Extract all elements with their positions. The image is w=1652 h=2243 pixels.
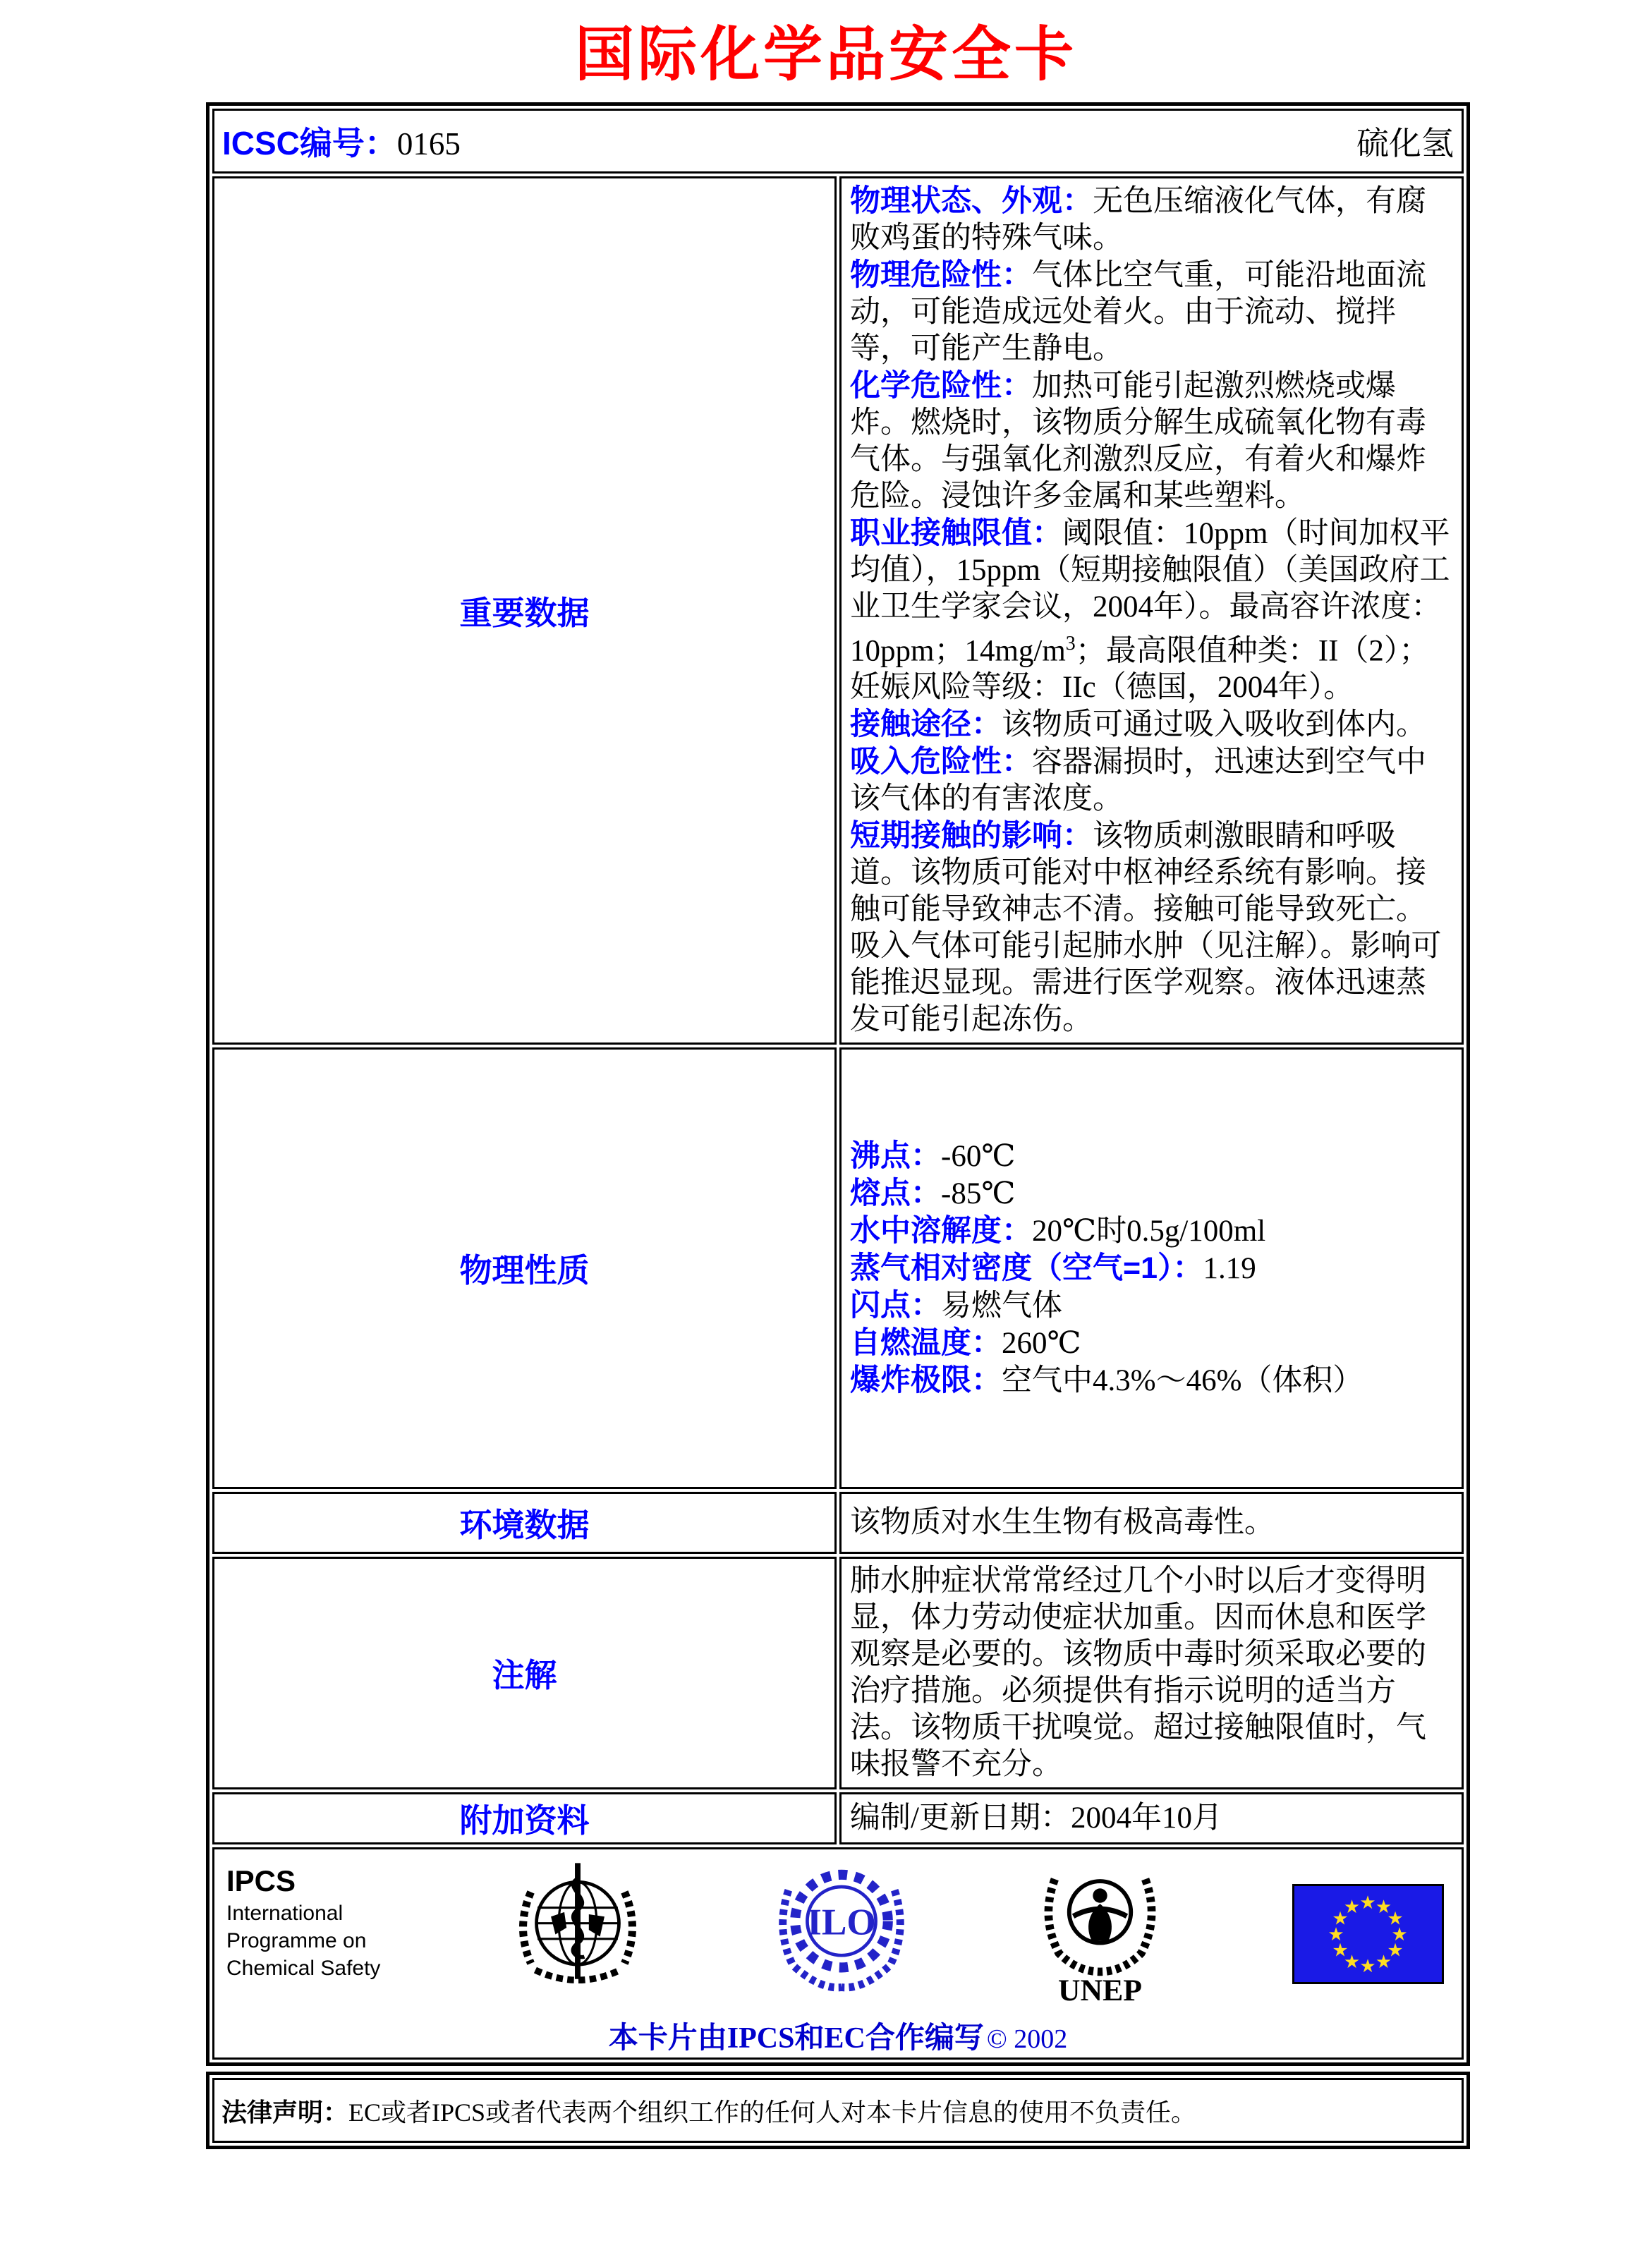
copyright-text: © 2002 bbox=[986, 2024, 1068, 2055]
svg-text:★: ★ bbox=[1375, 1952, 1392, 1974]
svg-text:★: ★ bbox=[1387, 1908, 1404, 1930]
legal-label: 法律声明： bbox=[221, 2097, 349, 2127]
svg-text:★: ★ bbox=[1387, 1940, 1404, 1962]
icsc-number-value: 0165 bbox=[396, 126, 461, 162]
svg-text:★: ★ bbox=[1359, 1892, 1376, 1914]
field-exposure-routes bbox=[850, 706, 1453, 743]
prop-value: 260℃ bbox=[1002, 1326, 1081, 1360]
chemical-name: 硫化氢 bbox=[1356, 126, 1454, 162]
svg-text:★: ★ bbox=[1343, 1952, 1361, 1974]
field-text-after: ；最高限值种类：II（2）；妊娠风险等级：IIc（德国，2004年）。 bbox=[850, 634, 1430, 705]
prop-value: 20℃时0.5g/100ml bbox=[1032, 1214, 1266, 1248]
unep-logo-icon bbox=[1038, 1859, 1162, 2010]
prop-value: -85℃ bbox=[941, 1177, 1016, 1210]
field-physical-state bbox=[850, 183, 1453, 257]
field-text: 阈限值：10ppm（时间加权平均值），15ppm（短期接触限值）（美国政府工业卫生学家会议，2004年）。最高容许浓度：10ppm；14mg/m bbox=[850, 517, 1450, 668]
svg-text:★: ★ bbox=[1391, 1924, 1408, 1946]
prop-vapor-density bbox=[850, 1250, 1453, 1287]
svg-text:★: ★ bbox=[1332, 1908, 1349, 1930]
prop-melting-point bbox=[850, 1175, 1453, 1212]
prop-label: 蒸气相对密度（空气=1）： bbox=[850, 1251, 1203, 1285]
prop-label: 沸点： bbox=[850, 1138, 941, 1173]
field-short-term-effects bbox=[850, 817, 1453, 1038]
prop-value: 1.19 bbox=[1203, 1251, 1256, 1285]
section-label-important-data: 重要数据 bbox=[212, 176, 837, 1045]
ipcs-subtitle-line1: International bbox=[226, 1902, 344, 1926]
icsc-table bbox=[206, 102, 1470, 2066]
ilo-logo-icon bbox=[775, 1859, 908, 2000]
icsc-card bbox=[206, 102, 1470, 2149]
field-label: 短期接触的影响： bbox=[850, 819, 1093, 853]
field-text: 加热可能引起激烈燃烧或爆炸。燃烧时，该物质分解生成硫氧化物有毒气体。与强氧化剂激烈反应，有着火和爆炸危险。浸蚀许多金属和某些塑料。 bbox=[850, 370, 1426, 513]
prop-explosive-limits bbox=[850, 1362, 1453, 1399]
field-label: 职业接触限值： bbox=[850, 516, 1062, 550]
section-label-notes: 注解 bbox=[212, 1557, 837, 1789]
cooperation-text: 本卡片由IPCS和EC合作编写 bbox=[608, 2022, 984, 2055]
field-chemical-danger bbox=[850, 367, 1453, 515]
prop-autoignition-temp bbox=[850, 1325, 1453, 1362]
ipcs-text-block bbox=[226, 1859, 380, 1982]
svg-text:★: ★ bbox=[1332, 1940, 1349, 1962]
logos-row bbox=[212, 1847, 1464, 2060]
svg-text:★: ★ bbox=[1375, 1897, 1392, 1919]
section-label-physical-properties: 物理性质 bbox=[212, 1047, 837, 1489]
field-label: 物理危险性： bbox=[850, 258, 1032, 292]
field-physical-danger bbox=[850, 257, 1453, 367]
header-row bbox=[212, 109, 1464, 174]
superscript-3: 3 bbox=[1065, 633, 1076, 655]
section-label-additional-info: 附加资料 bbox=[212, 1792, 837, 1844]
icsc-number-label: ICSC编号： bbox=[222, 125, 397, 162]
field-label: 吸入危险性： bbox=[850, 745, 1032, 779]
additional-info-content: 编制/更新日期：2004年10月 bbox=[839, 1792, 1464, 1844]
field-label: 物理状态、外观： bbox=[850, 184, 1093, 218]
prop-value: -60℃ bbox=[941, 1139, 1016, 1173]
svg-text:★: ★ bbox=[1343, 1897, 1361, 1919]
prop-label: 爆炸极限： bbox=[850, 1363, 1002, 1397]
legal-table bbox=[206, 2072, 1470, 2149]
ipcs-title: IPCS bbox=[226, 1864, 296, 1898]
field-text: 气体比空气重，可能沿地面流动，可能造成远处着火。由于流动、搅拌等，可能产生静电。 bbox=[850, 259, 1426, 365]
prop-value: 空气中4.3%～46%（体积） bbox=[1002, 1363, 1363, 1397]
svg-text:★: ★ bbox=[1359, 1956, 1376, 1978]
physical-properties-content bbox=[839, 1047, 1464, 1489]
ilo-letters: ILO bbox=[807, 1901, 877, 1943]
prop-label: 自燃温度： bbox=[850, 1325, 1002, 1360]
unep-label: UNEP bbox=[1058, 1974, 1143, 2007]
icsc-number-group bbox=[222, 118, 461, 164]
page-title: 国际化学品安全卡 bbox=[574, 23, 1077, 88]
field-inhalation-risk bbox=[850, 743, 1453, 817]
prop-label: 熔点： bbox=[850, 1176, 941, 1210]
legal-text: EC或者IPCS或者代表两个组织工作的任何人对本卡片信息的使用不负责任。 bbox=[348, 2098, 1197, 2127]
field-label: 化学危险性： bbox=[850, 369, 1032, 403]
legal-row bbox=[212, 2078, 1464, 2143]
cooperation-line bbox=[215, 2014, 1461, 2057]
field-occupational-exposure-limits bbox=[850, 515, 1453, 706]
field-label: 接触途径： bbox=[850, 707, 1002, 742]
field-text: 容器漏损时，迅速达到空气中该气体的有害浓度。 bbox=[850, 746, 1426, 816]
section-label-environmental-data: 环境数据 bbox=[212, 1492, 837, 1554]
prop-label: 闪点： bbox=[850, 1288, 941, 1323]
ipcs-subtitle-line3: Chemical Safety bbox=[226, 1957, 381, 1981]
prop-value: 易燃气体 bbox=[941, 1289, 1062, 1323]
prop-flash-point bbox=[850, 1287, 1453, 1325]
environmental-data-content: 该物质对水生生物有极高毒性。 bbox=[839, 1492, 1464, 1554]
notes-content: 肺水肿症状常常经过几个小时以后才变得明显，体力劳动使症状加重。因而休息和医学观察是必要的。该物质中毒时须采取必要的治疗措施。必须提供有指示说明的适当方法。该物质干扰嗅觉。超过接触限值时，气味报警不充分。 bbox=[839, 1557, 1464, 1789]
field-text: 该物质刺激眼睛和呼吸道。该物质可能对中枢神经系统有影响。接触可能导致神志不清。接触可能导致死亡。吸入气体可能引起肺水肿（见注解）。影响可能推迟显现。需进行医学观察。液体迅速蒸发可能引起冻伤。 bbox=[850, 820, 1442, 1037]
eu-flag-icon bbox=[1292, 1884, 1444, 1988]
important-data-content bbox=[839, 176, 1464, 1045]
svg-text:★: ★ bbox=[1328, 1924, 1344, 1946]
prop-boiling-point bbox=[850, 1138, 1453, 1175]
who-logo-icon bbox=[511, 1859, 645, 2000]
prop-label: 水中溶解度： bbox=[850, 1213, 1032, 1248]
ipcs-subtitle-line2: Programme on bbox=[226, 1929, 367, 1953]
field-text: 无色压缩液化气体，有腐败鸡蛋的特殊气味。 bbox=[850, 185, 1426, 255]
field-text: 该物质可通过吸入吸收到体内。 bbox=[1002, 708, 1426, 742]
prop-water-solubility bbox=[850, 1212, 1453, 1250]
